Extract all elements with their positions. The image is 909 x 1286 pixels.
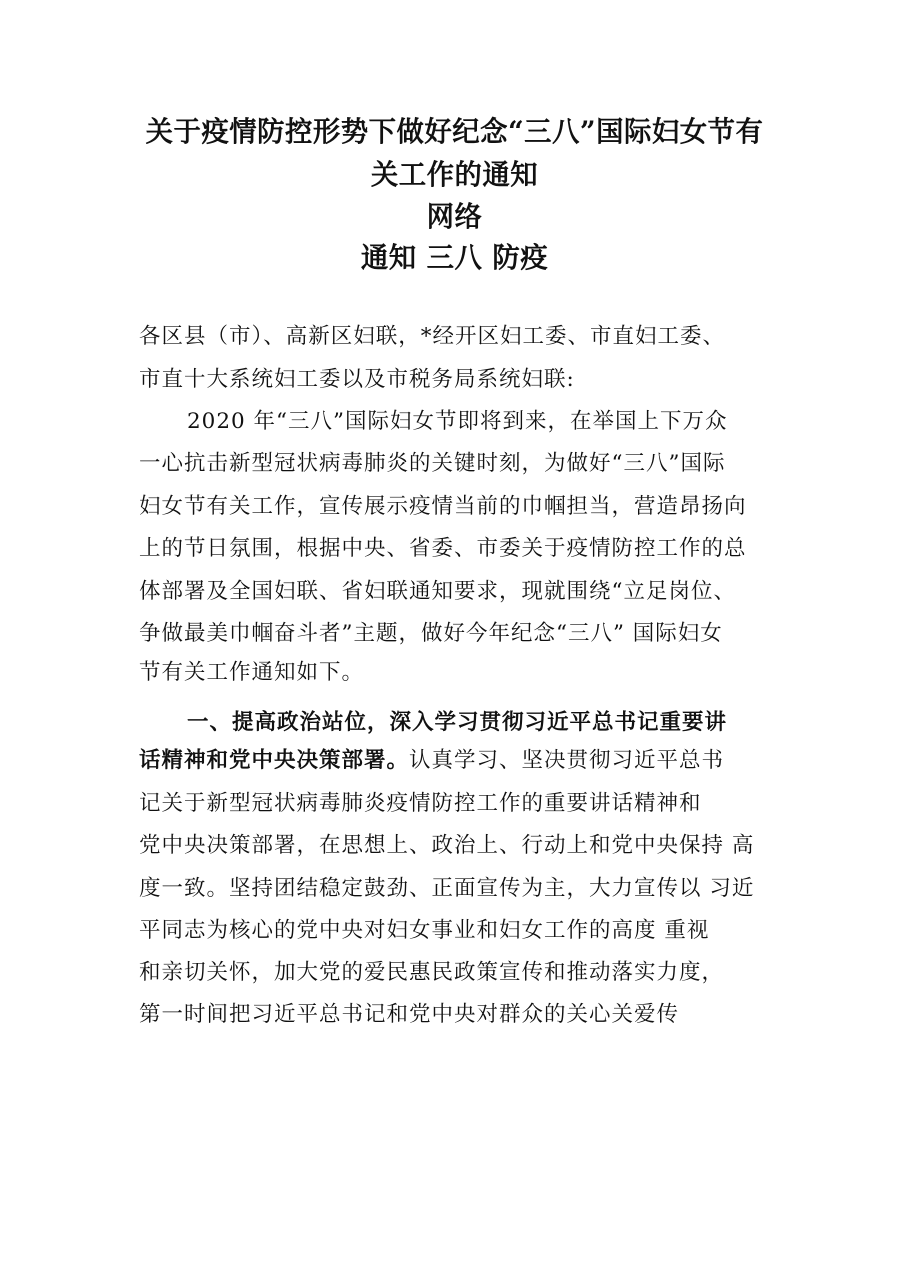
section-1-heading-line-1: 一、提高政治站位，深入学习贯彻习近平总书记重要讲 — [187, 710, 728, 735]
intro-line-2: 一心抗击新型冠状病毒肺炎的关键时刻，为做好“三八”国际 — [139, 451, 726, 476]
address-line-2: 市直十大系统妇工委以及市税务局系统妇联: — [139, 367, 575, 392]
section-1-body-line-2: 记关于新型冠状病毒肺炎疫情防控工作的重要讲话精神和 — [139, 791, 702, 816]
section-1-heading-line-2: 话精神和党中央决策部署。 — [139, 748, 410, 773]
intro-line-4: 上的节日氛围，根据中央、省委、市委关于疫情防控工作的总 — [139, 536, 747, 561]
document-source: 网络 — [426, 200, 483, 233]
intro-line-7: 节有关工作通知如下。 — [139, 660, 365, 685]
section-1-body-line-7: 第一时间把习近平总书记和党中央对群众的关心关爱传 — [139, 1002, 680, 1027]
intro-line-6: 争做最美巾帼奋斗者”主题，做好今年纪念“三八” 国际妇女 — [139, 621, 723, 646]
section-1-line-2 — [139, 746, 724, 776]
document-title-line-2: 关工作的通知 — [370, 158, 539, 191]
document-keywords: 通知 三八 防疫 — [360, 241, 549, 274]
section-1-body-line-5: 平同志为核心的党中央对妇女事业和妇女工作的高度 重视 — [139, 918, 710, 943]
section-1-body-line-4: 度一致。坚持团结稳定鼓劲、正面宣传为主，大力宣传以 习近 — [139, 876, 755, 901]
section-1-body-line-6: 和亲切关怀，加大党的爱民惠民政策宣传和推动落实力度， — [139, 960, 725, 985]
address-line-1: 各区县（市）、高新区妇联，*经开区妇工委、市直妇工委、 — [139, 324, 726, 349]
intro-line-3: 妇女节有关工作，宣传展示疫情当前的巾帼担当，营造昂扬向 — [139, 494, 747, 519]
intro-line-1: 2020 年“三八”国际妇女节即将到来，在举国上下万众 — [187, 409, 728, 434]
section-1-body-line-3: 党中央决策部署，在思想上、政治上、行动上和党中央保持 高 — [139, 833, 755, 858]
intro-line-5: 体部署及全国妇联、省妇联通知要求，现就围绕“立足岗位、 — [139, 579, 736, 604]
document-title-line-1: 关于疫情防控形势下做好纪念“三八”国际妇女节有 — [145, 115, 764, 148]
section-1-body-line-1: 认真学习、坚决贯彻习近平总书 — [409, 748, 725, 773]
